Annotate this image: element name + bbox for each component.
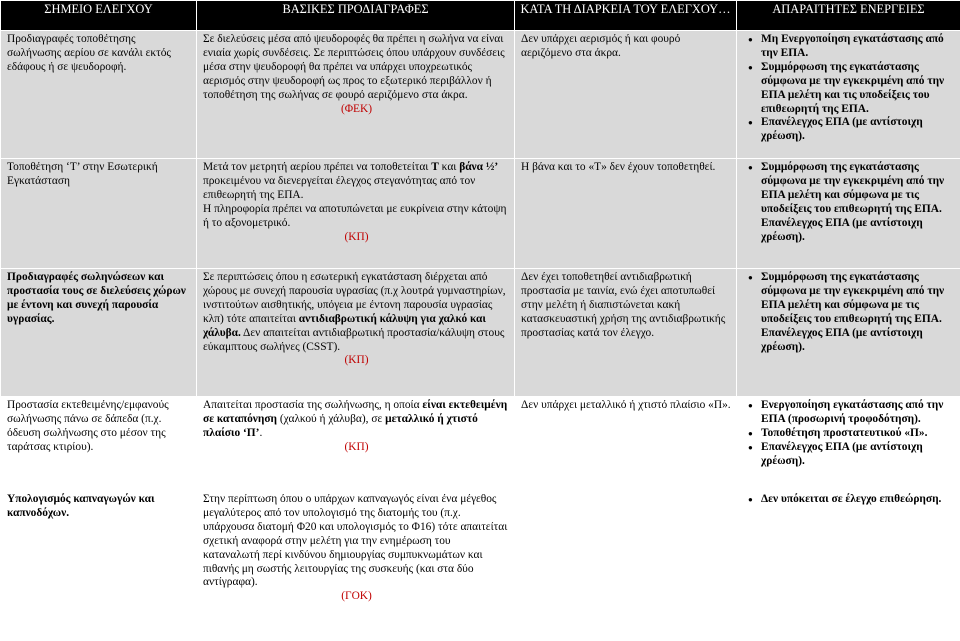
actions-cell <box>737 397 960 491</box>
header-check-point: ΣΗΜΕΙΟ ΕΛΕΓΧΟΥ <box>1 1 197 31</box>
spec-text: Η πληροφορία πρέπει να αποτυπώνεται με ευκρίνεια στην κάτοψη ή το αξονομετρικό. <box>203 203 506 229</box>
check-point-cell <box>1 491 197 641</box>
actions-list <box>743 493 956 507</box>
spec-text: Δεν απαιτείται αντιδιαβρωτική προστασία/κάλυψη στους εύκαμπτους σωλήνες (CSST). <box>203 327 504 353</box>
action-item: ● Επανέλεγχος ΕΠΑ (με αντίστοιχη χρέωση). <box>761 441 956 469</box>
check-point-text: Προδιαγραφές σωληνώσεων και προστασία τους σε διελεύσεις χώρων με έντονη και συνεχή παρουσία υγρασίας. <box>7 271 186 325</box>
spec-source-tag: (ΚΠ) <box>203 231 510 245</box>
spec-text: Στην περίπτωση όπου ο υπάρχων καπναγωγός είναι ένα μέγεθος μεγαλύτερος από τον υπολογισμό της διατομής του (π.χ. υπάρχουσα διατομή Φ20 και υπολογισμός το Φ16) τότε απαιτείται σχετική αναφορά στην μελέτη για την ενημέρωση του καταναλωτή περί κινδύνου δημιουργίας συμπυκνωμάτων και πιθανής μη σωστής λειτουργίας της συσκευής (και στα δύο αντίγραφα). <box>203 493 507 588</box>
table-row <box>1 397 960 491</box>
action-item: ● Επανέλεγχος ΕΠΑ (με αντίστοιχη χρέωση). <box>761 116 956 144</box>
actions-list <box>743 399 956 469</box>
spec-text: . <box>259 427 262 439</box>
actions-list <box>743 271 956 354</box>
spec-cell <box>197 269 515 397</box>
actions-cell <box>737 269 960 397</box>
action-item: ● Συμμόρφωση της εγκατάστασης σύμφωνα με την εγκεκριμένη από την ΕΠΑ μελέτη και σύμφωνα με τις υποδείξεις του επιθεωρητή της ΕΠΑ. <box>761 271 956 327</box>
spec-cell <box>197 159 515 269</box>
check-point-cell <box>1 397 197 491</box>
action-item: ● Μη Ενεργοποίηση εγκατάστασης από την ΕΠΑ. <box>761 33 956 61</box>
during-cell <box>515 159 737 269</box>
actions-list <box>743 161 956 244</box>
spec-bold-text: βάνα ½’ <box>459 161 498 173</box>
action-item: ● Δεν υπόκειται σε έλεγχο επιθεώρηση. <box>761 493 956 507</box>
during-text: Δεν έχει τοποθετηθεί αντιδιαβρωτική προστασία με ταινία, ενώ έχει αποτυπωθεί στην μελέτη ή διαπιστώνεται κακή κατασκευαστική χρήση της αντιδιαβρωτικής προστασίας κατά τον έλεγχο. <box>521 271 725 339</box>
actions-cell <box>737 491 960 641</box>
table-row <box>1 491 960 641</box>
header-required-actions: ΑΠΑΡΑΙΤΗΤΕΣ ΕΝΕΡΓΕΙΕΣ <box>737 1 960 31</box>
during-text: Δεν υπάρχει αερισμός ή και φουρό αεριζόμενο στα άκρα. <box>521 33 680 59</box>
action-item: ● Ενεργοποίηση εγκατάστασης από την ΕΠΑ (προσωρινή τροφοδότηση). <box>761 399 956 427</box>
spec-cell <box>197 397 515 491</box>
spec-text: Μετά τον μετρητή αερίου πρέπει να τοποθετείται <box>203 161 431 173</box>
action-item: Επανέλεγχος ΕΠΑ (με αντίστοιχη χρέωση). <box>761 217 956 245</box>
spec-cell <box>197 31 515 159</box>
during-cell <box>515 31 737 159</box>
during-text: Η βάνα και το «Τ» δεν έχουν τοποθετηθεί. <box>521 161 715 173</box>
table-row <box>1 269 960 397</box>
check-point-text: Προδιαγραφές τοποθέτησης σωλήνωσης αερίου σε κανάλι εκτός εδάφους ή σε ψευδοροφή. <box>7 33 171 73</box>
spec-text: Σε περιπτώσεις όπου η εσωτερική εγκατάσταση διέρχεται από χώρους με συνεχή παρουσία υγρασίας (π.χ λουτρά γυμναστηρίων, ινστιτούτων αισθητικής, υπόγεια με έντονη παρουσία υγρασίας κλπ) τότε απαιτείται <box>203 271 506 325</box>
spec-text: Σε διελεύσεις μέσα από ψευδοροφές θα πρέπει η σωλήνα να είναι ενιαία χωρίς συνδέσεις. Σε περιπτώσεις όπου υπάρχουν συνδέσεις μέσα στην ψευδοροφή θα πρέπει να υπάρχει υποχρεωτικός αερισμός στην ψευδοροφή ως προς το εξωτερικό περιβάλλον ή τοποθέτηση της σωλήνας σε φουρό αεριζόμενο στα άκρα. <box>203 33 505 101</box>
during-cell <box>515 491 737 641</box>
header-row <box>1 1 960 31</box>
header-during-inspection: ΚΑΤΑ ΤΗ ΔΙΑΡΚΕΙΑ ΤΟΥ ΕΛΕΓΧΟΥ… <box>515 1 737 31</box>
spec-source-tag: (ΓΟΚ) <box>203 590 510 604</box>
table-row <box>1 159 960 269</box>
spec-source-tag: (ΚΠ) <box>203 354 510 368</box>
during-text: Δεν υπάρχει μεταλλικό ή χτιστό πλαίσιο «Π». <box>521 399 731 411</box>
spec-text: Απαιτείται προστασία της σωλήνωσης, η οποία <box>203 399 422 411</box>
check-point-text: Προστασία εκτεθειμένης/εμφανούς σωλήνωσης πάνω σε δάπεδα (π.χ. όδευση σωλήνωσης στο μέσον της ταράτσας κτιρίου). <box>7 399 169 453</box>
action-item: ● Συμμόρφωση της εγκατάστασης σύμφωνα με την εγκεκριμένη από την ΕΠΑ μελέτη και σύμφωνα με τις υποδείξεις του επιθεωρητή της ΕΠΑ. <box>761 161 956 217</box>
spec-bold-text: μεταλλικό ή χτιστό πλαίσιο ‘Π’ <box>203 413 478 439</box>
spec-text: προκειμένου να διενεργείται έλεγχος στεγανότητας από τον επιθεωρητή της ΕΠΑ. <box>203 175 475 201</box>
check-point-text: Υπολογισμός καπναγωγών και καπνοδόχων. <box>7 493 154 519</box>
check-point-cell <box>1 269 197 397</box>
spec-source-tag: (ΚΠ) <box>203 441 510 455</box>
actions-cell <box>737 31 960 159</box>
action-item: ● Τοποθέτηση προστατευτικού «Π». <box>761 427 956 441</box>
table-row <box>1 31 960 159</box>
spec-text: και <box>439 161 459 173</box>
spec-cell <box>197 491 515 641</box>
actions-cell <box>737 159 960 269</box>
spec-bold-text: αντιδιαβρωτική κάλυψη για χαλκό και χάλυβα. <box>203 313 486 339</box>
check-point-cell <box>1 31 197 159</box>
spec-source-tag: (ΦΕΚ) <box>203 103 510 117</box>
action-item: Επανέλεγχος ΕΠΑ (με αντίστοιχη χρέωση). <box>761 327 956 355</box>
action-item: ● Συμμόρφωση της εγκατάστασης σύμφωνα με την εγκεκριμένη από την ΕΠΑ μελέτη και τις υποδείξεις του επιθεωρητή της ΕΠΑ. <box>761 61 956 117</box>
spec-bold-text: Τ <box>431 161 439 173</box>
spec-text: (χαλκού ή χάλυβα), σε <box>277 413 385 425</box>
check-point-text: Τοποθέτηση ‘Τ’ στην Εσωτερική Εγκατάσταση <box>7 161 158 187</box>
header-basic-specs: ΒΑΣΙΚΕΣ ΠΡΟΔΙΑΓΡΑΦΕΣ <box>197 1 515 31</box>
actions-list <box>743 33 956 144</box>
spec-bold-text: είναι εκτεθειμένη σε καταπόνηση <box>203 399 507 425</box>
check-point-cell <box>1 159 197 269</box>
during-cell <box>515 397 737 491</box>
during-cell <box>515 269 737 397</box>
